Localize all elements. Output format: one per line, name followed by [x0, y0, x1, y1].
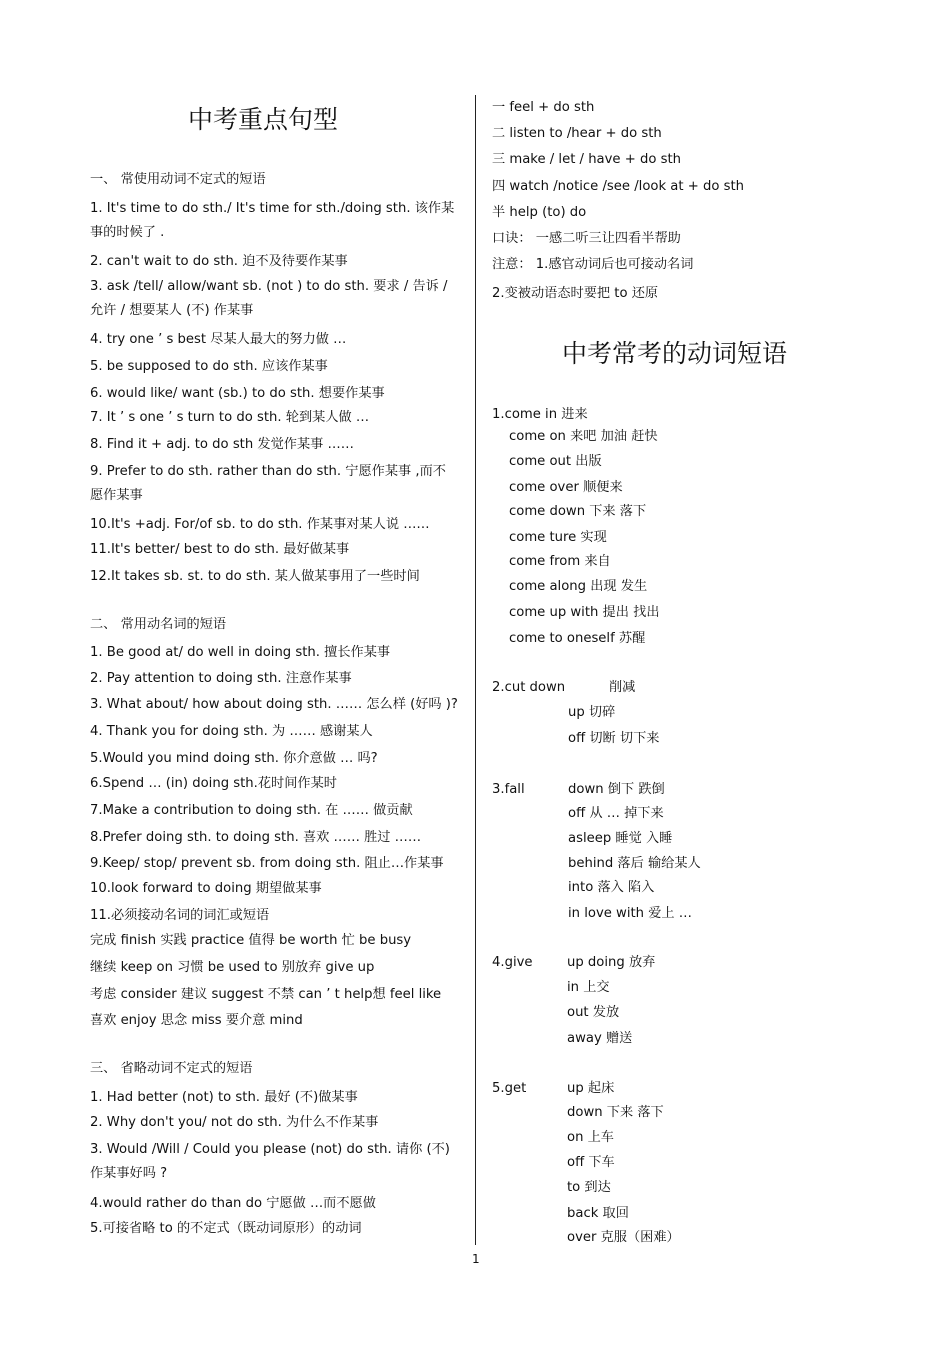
s1-item: 2. can't wait to do sth. 迫不及待要作某事 — [90, 254, 348, 269]
s2-item: 1. Be good at/ do well in doing sth. 擅长作某事 — [90, 645, 391, 660]
s3-item: 3. Would /Will / Could you please (not) do sth. 请你 (不) 作某事好吗 ? — [90, 1142, 450, 1181]
phrase-fall: in love with 爱上 … — [568, 906, 692, 921]
phrase-fall: asleep 睡觉 入睡 — [568, 831, 673, 846]
phrase-get: off 下车 — [567, 1155, 615, 1170]
phrase-get: on 上车 — [567, 1130, 614, 1145]
phrase-fall: off 从 … 掉下来 — [568, 806, 664, 821]
s2-item: 9.Keep/ stop/ prevent sb. from doing sth. 阻止…作某事 — [90, 856, 444, 871]
s2-item: 11.必须接动名词的词汇或短语 — [90, 908, 270, 923]
column-divider — [475, 95, 476, 1245]
section1-heading: 一、 常使用动词不定式的短语 — [90, 172, 266, 187]
mnemonic-line: 口诀： 一感二听三让四看半帮助 — [492, 231, 681, 246]
phrase-come: come over 顺便来 — [509, 480, 623, 495]
phrase-give: 4.give — [492, 955, 533, 970]
s2-item: 6.Spend … (in) doing sth.花时间作某时 — [90, 776, 337, 791]
s2-item: 8.Prefer doing sth. to doing sth. 喜欢 …… 胜过 …… — [90, 830, 422, 845]
s2-item: 5.Would you mind doing sth. 你介意做 … 吗? — [90, 751, 378, 766]
phrase-come: come from 来自 — [509, 554, 611, 569]
s3-item: 1. Had better (not) to sth. 最好 (不)做某事 — [90, 1090, 358, 1105]
s1-item: 10.It's +adj. For/of sb. to do sth. 作某事对某人说 …… — [90, 517, 430, 532]
s1-item: 3. ask /tell/ allow/want sb. (not ) to do sth. 要求 / 告诉 / 允许 / 想要某人 (不) 作某事 — [90, 279, 448, 318]
mnemonic-line: 一 feel + do sth — [492, 100, 595, 115]
mnemonic-line: 三 make / let / have + do sth — [492, 152, 682, 167]
phrase-get: down 下来 落下 — [567, 1105, 664, 1120]
phrase-get: 5.get — [492, 1081, 527, 1096]
mnemonic-line: 注意： 1.感官动词后也可接动名词 — [492, 257, 694, 272]
section3-heading: 三、 省略动词不定式的短语 — [90, 1061, 253, 1076]
s2-item: 2. Pay attention to doing sth. 注意作某事 — [90, 671, 352, 686]
phrase-come: come down 下来 落下 — [509, 504, 647, 519]
s2-item: 7.Make a contribution to doing sth. 在 …… 做贡献 — [90, 803, 413, 818]
page-number: 1 — [472, 1252, 480, 1266]
mnemonic-line: 二 listen to /hear + do sth — [492, 126, 662, 141]
left-title: 中考重点句型 — [188, 105, 339, 134]
phrase-give: up doing 放弃 — [567, 955, 656, 970]
phrase-fall: 3.fall — [492, 782, 525, 797]
s1-item: 11.It's better/ best to do sth. 最好做某事 — [90, 542, 350, 557]
s2-item: 4. Thank you for doing sth. 为 …… 感谢某人 — [90, 724, 373, 739]
phrase-cut: 2.cut down — [492, 680, 566, 695]
phrase-fall: down 倒下 跌倒 — [568, 782, 665, 797]
mnemonic-line: 2.变被动语态时要把 to 还原 — [492, 286, 659, 301]
phrase-get: back 取回 — [567, 1206, 629, 1221]
s2-item: 10.look forward to doing 期望做某事 — [90, 881, 322, 896]
s1-item: 6. would like/ want (sb.) to do sth. 想要作某事 — [90, 386, 385, 401]
s1-item: 1. It's time to do sth./ It's time for sth./doing sth. 该作某事的时候了 . — [90, 201, 455, 240]
right-title: 中考常考的动词短语 — [562, 339, 788, 368]
phrase-fall: behind 落后 输给某人 — [568, 856, 701, 871]
phrase-come: 1.come in 进来 — [492, 407, 588, 422]
s1-item: 7. It ’ s one ’ s turn to do sth. 轮到某人做 … — [90, 410, 370, 425]
phrase-cut: up 切碎 — [568, 705, 616, 720]
s3-item: 2. Why don't you/ not do sth. 为什么不作某事 — [90, 1115, 379, 1130]
phrase-cut: 削减 — [609, 680, 636, 695]
s2-vocab: 喜欢 enjoy 思念 miss 要介意 mind — [90, 1013, 303, 1028]
phrase-cut: off 切断 切下来 — [568, 731, 660, 746]
s2-vocab: 完成 finish 实践 practice 值得 be worth 忙 be busy — [90, 933, 412, 948]
phrase-come: come on 来吧 加油 赶快 — [509, 429, 658, 444]
s2-item: 3. What about/ how about doing sth. …… 怎么样 (好吗 )? — [90, 697, 458, 712]
phrase-get: up 起床 — [567, 1081, 615, 1096]
phrase-give: in 上交 — [567, 980, 610, 995]
s1-item: 8. Find it + adj. to do sth 发觉作某事 …… — [90, 437, 354, 452]
phrase-come: come ture 实现 — [509, 530, 607, 545]
phrase-come: come to oneself 苏醒 — [509, 631, 646, 646]
s2-vocab: 继续 keep on 习惯 be used to 别放弃 give up — [90, 960, 375, 975]
s1-item: 9. Prefer to do sth. rather than do sth. 宁愿作某事 ,而不愿作某事 — [90, 464, 446, 503]
phrase-get: over 克服（困难） — [567, 1230, 680, 1245]
mnemonic-line: 半 help (to) do — [492, 205, 587, 220]
phrase-get: to 到达 — [567, 1180, 611, 1195]
phrase-give: out 发放 — [567, 1005, 620, 1020]
s1-item: 4. try one ’ s best 尽某人最大的努力做 … — [90, 332, 347, 347]
phrase-come: come up with 提出 找出 — [509, 605, 660, 620]
mnemonic-line: 四 watch /notice /see /look at + do sth — [492, 179, 744, 194]
phrase-give: away 赠送 — [567, 1031, 633, 1046]
section2-heading: 二、 常用动名词的短语 — [90, 617, 227, 632]
phrase-come: come along 出现 发生 — [509, 579, 648, 594]
s3-item: 4.would rather do than do 宁愿做 …而不愿做 — [90, 1196, 376, 1211]
s1-item: 12.It takes sb. st. to do sth. 某人做某事用了一些时间 — [90, 569, 420, 584]
s3-item: 5.可接省略 to 的不定式（既动词原形）的动词 — [90, 1221, 362, 1236]
s2-vocab: 考虑 consider 建议 suggest 不禁 can ’ t help想 feel like — [90, 987, 442, 1002]
phrase-fall: into 落入 陷入 — [568, 880, 655, 895]
phrase-come: come out 出版 — [509, 454, 602, 469]
s1-item: 5. be supposed to do sth. 应该作某事 — [90, 359, 328, 374]
